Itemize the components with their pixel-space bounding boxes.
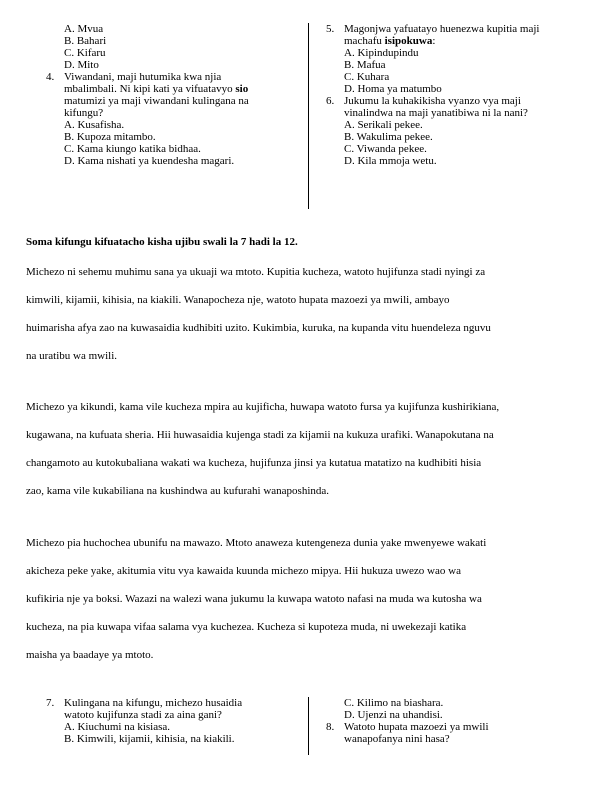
question-number: 6. bbox=[326, 95, 335, 107]
question-continuation bbox=[326, 733, 489, 745]
option-text: B. Mafua bbox=[344, 59, 386, 71]
option-text: C. Kama kiungo katika bidhaa. bbox=[64, 143, 201, 155]
paragraph-line: na uratibu wa mwili. bbox=[26, 350, 118, 362]
top-right-column bbox=[326, 23, 540, 167]
option-line bbox=[46, 143, 249, 155]
option-line bbox=[46, 119, 249, 131]
option-text: D. Homa ya matumbo bbox=[344, 83, 442, 95]
column-divider bbox=[308, 697, 309, 755]
option-line bbox=[46, 131, 249, 143]
option-line bbox=[46, 733, 242, 745]
option-text: A. Kipindupindu bbox=[344, 47, 419, 59]
bottom-left-column bbox=[46, 697, 242, 745]
option-line bbox=[326, 71, 540, 83]
question-line bbox=[46, 71, 249, 83]
top-left-column bbox=[46, 23, 249, 167]
option-text: D. Kila mmoja wetu. bbox=[344, 155, 437, 167]
paragraph-line: kufikiria nje ya boksi. Wazazi na walezi wana jukumu la kuwapa watoto nafasi na muda wa kutosha wa bbox=[26, 593, 482, 605]
question-text: wanapofanya nini hasa? bbox=[344, 733, 450, 745]
question-continuation bbox=[46, 107, 249, 119]
question-number: 7. bbox=[46, 697, 55, 709]
question-continuation bbox=[326, 35, 540, 47]
paragraph-line: zao, kama vile kukabiliana na kushindwa au kufurahi wanaposhinda. bbox=[26, 485, 330, 497]
option-line bbox=[46, 59, 249, 71]
option-text: C. Viwanda pekee. bbox=[344, 143, 427, 155]
question-text: matumizi ya maji viwandani kulingana na bbox=[64, 95, 249, 107]
question-number: 4. bbox=[46, 71, 55, 83]
option-line bbox=[46, 23, 249, 35]
option-text: C. Kuhara bbox=[344, 71, 390, 83]
option-line bbox=[46, 47, 249, 59]
question-text: machafu bbox=[344, 35, 385, 47]
question-number: 8. bbox=[326, 721, 335, 733]
option-text: B. Kimwili, kijamii, kihisia, na kiakili. bbox=[64, 733, 235, 745]
question-continuation bbox=[46, 95, 249, 107]
question-line bbox=[326, 95, 540, 107]
option-text: B. Wakulima pekee. bbox=[344, 131, 433, 143]
option-text: C. Kilimo na biashara. bbox=[344, 697, 444, 709]
paragraph-line: akicheza peke yake, akitumia vitu vya kawaida kuunda michezo mipya. Hii hukuza uwezo wao wa bbox=[26, 565, 461, 577]
emphasis-text: sio bbox=[235, 83, 249, 95]
paragraph-line: changamoto au kutokubaliana wakati wa kucheza, hujifunza jinsi ya kutatua matatizo na kudhibiti hisia bbox=[26, 457, 482, 469]
question-text: watoto kujifunza stadi za aina gani? bbox=[64, 709, 222, 721]
question-text: Viwandani, maji hutumika kwa njia bbox=[64, 71, 222, 83]
question-text: Jukumu la kuhakikisha vyanzo vya maji bbox=[344, 95, 521, 107]
question-continuation bbox=[326, 107, 540, 119]
option-line bbox=[326, 59, 540, 71]
option-text: A. Serikali pekee. bbox=[344, 119, 423, 131]
paragraph bbox=[26, 397, 591, 509]
paragraph-line: kimwili, kijamii, kihisia, na kiakili. Wanapocheza nje, watoto hupata mazoezi ya mwili, ambayo bbox=[26, 294, 450, 306]
paragraph-line: Michezo ni sehemu muhimu sana ya ukuaji wa mtoto. Kupitia kucheza, watoto hujifunza stadi nyingi za bbox=[26, 266, 486, 278]
question-line bbox=[326, 721, 489, 733]
option-line bbox=[326, 143, 540, 155]
question-line bbox=[46, 697, 242, 709]
paragraph bbox=[26, 262, 591, 374]
question-number: 5. bbox=[326, 23, 335, 35]
option-text: B. Kupoza mitambo. bbox=[64, 131, 156, 143]
passage-heading: Soma kifungu kifuatacho kisha ujibu swali la 7 hadi la 12. bbox=[26, 236, 298, 248]
option-text: A. Kusafisha. bbox=[64, 119, 125, 131]
paragraph-line: kucheza, na pia kuwapa vifaa salama vya kuchezea. Kucheza si kupoteza muda, ni uwekezaji katika bbox=[26, 621, 467, 633]
paragraph-line: kugawana, na kufuata sheria. Hii huwasaidia kujenga stadi za kijamii na kukuza urafiki. Wanapokutana na bbox=[26, 429, 494, 441]
question-text: mbalimbali. Ni kipi kati ya vifuatavyo bbox=[64, 83, 236, 95]
paragraph-line: maisha ya baadaye ya mtoto. bbox=[26, 649, 154, 661]
option-line bbox=[46, 35, 249, 47]
option-line bbox=[326, 131, 540, 143]
option-text: A. Kiuchumi na kisiasa. bbox=[64, 721, 171, 733]
question-text: : bbox=[432, 35, 436, 47]
option-line bbox=[46, 155, 249, 167]
question-continuation bbox=[46, 83, 249, 95]
top-question-columns bbox=[0, 23, 612, 213]
option-text: D. Kama nishati ya kuendesha magari. bbox=[64, 155, 235, 167]
option-text: B. Bahari bbox=[64, 35, 107, 47]
bottom-question-columns bbox=[0, 697, 612, 757]
question-continuation bbox=[46, 709, 242, 721]
option-line bbox=[326, 697, 489, 709]
option-text: C. Kifaru bbox=[64, 47, 106, 59]
option-line bbox=[46, 721, 242, 733]
paragraph-line: Michezo pia huchochea ubunifu na mawazo. Mtoto anaweza kutengeneza dunia yake mwenyewe wakati bbox=[26, 537, 487, 549]
bottom-right-column bbox=[326, 697, 489, 745]
question-text: Magonjwa yafuatayo huenezwa kupitia maji bbox=[344, 23, 540, 35]
option-line bbox=[326, 47, 540, 59]
column-divider bbox=[308, 23, 309, 209]
question-text: Watoto hupata mazoezi ya mwili bbox=[344, 721, 489, 733]
option-text: D. Ujenzi na uhandisi. bbox=[344, 709, 443, 721]
question-text: kifungu? bbox=[64, 107, 104, 119]
option-line bbox=[326, 709, 489, 721]
emphasis-text: isipokuwa bbox=[384, 35, 433, 47]
question-line bbox=[326, 23, 540, 35]
question-text: vinalindwa na maji yanatibiwa ni la nani? bbox=[344, 107, 528, 119]
option-text: A. Mvua bbox=[64, 23, 104, 35]
paragraph bbox=[26, 533, 591, 673]
option-line bbox=[326, 155, 540, 167]
option-line bbox=[326, 83, 540, 95]
option-text: D. Mito bbox=[64, 59, 99, 71]
option-line bbox=[326, 119, 540, 131]
paragraph-line: huimarisha afya zao na kuwasaidia kudhibiti uzito. Kukimbia, kuruka, na kupanda vitu huendeleza nguvu bbox=[26, 322, 491, 334]
paragraph-line: Michezo ya kikundi, kama vile kucheza mpira au kujificha, huwapa watoto fursa ya kujifunza kushirikiana, bbox=[26, 401, 500, 413]
question-text: Kulingana na kifungu, michezo husaidia bbox=[64, 697, 243, 709]
